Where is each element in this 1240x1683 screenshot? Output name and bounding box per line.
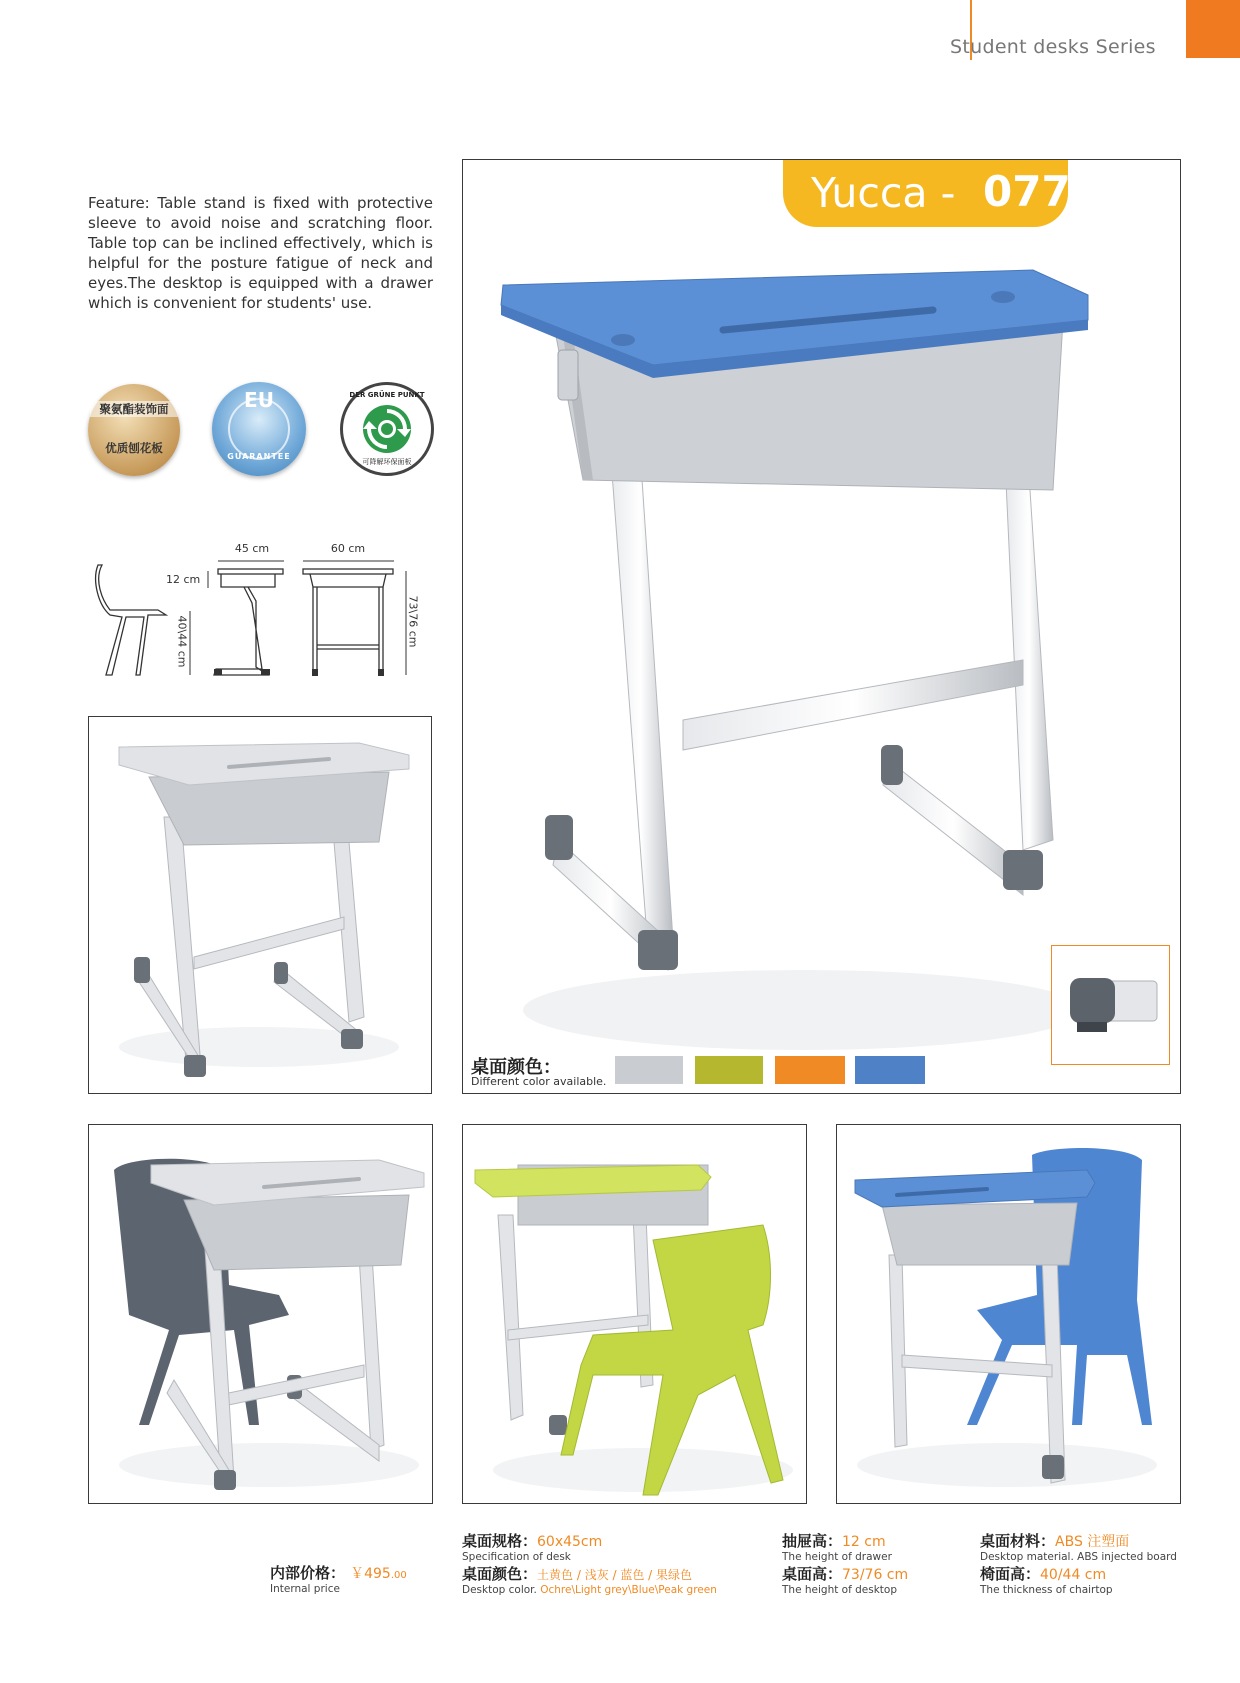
- spec-color-en-value: Ochre\Light grey\Blue\Peak green: [540, 1584, 717, 1596]
- spec-size: [462, 1530, 762, 1563]
- desk-height-dimension: 73\76 cm: [406, 595, 420, 648]
- spec-size-en: Specification of desk: [462, 1551, 571, 1563]
- spec-height-label: 桌面高：: [782, 1565, 843, 1583]
- grey-set-frame: [88, 1124, 433, 1504]
- price-block: [270, 1562, 440, 1595]
- spec-material-en: Desktop material. ABS injected board: [980, 1551, 1177, 1563]
- swatch-blue: [855, 1056, 925, 1084]
- spec-chair-value: 40/44 cm: [1040, 1567, 1107, 1583]
- spec-material-value: ABS 注塑面: [1055, 1534, 1130, 1550]
- chair-height-dimension: 40\44 cm: [175, 615, 189, 668]
- spec-size-value: 60x45cm: [537, 1534, 603, 1550]
- swatch-green: [695, 1056, 763, 1084]
- spec-material: [980, 1530, 1235, 1563]
- product-code: 077: [983, 167, 1071, 216]
- spec-drawer-en: The height of drawer: [782, 1551, 892, 1563]
- foot-detail-inset: [1051, 945, 1170, 1065]
- color-label-en: Different color available.: [471, 1075, 607, 1088]
- spec-material-label: 桌面材料：: [980, 1532, 1056, 1550]
- wood-board-badge: [88, 384, 180, 476]
- green-desk-chair-illustration: [463, 1125, 807, 1504]
- product-title-banner: [783, 159, 1071, 227]
- swatch-orange: [775, 1056, 845, 1084]
- spec-color-label: 桌面颜色：: [462, 1565, 538, 1583]
- badge-text-line1: 聚氨酯装饰面: [90, 401, 178, 417]
- spec-chair-label: 椅面高：: [980, 1565, 1041, 1583]
- eu-label: EU: [244, 388, 274, 412]
- width-dimension: 60 cm: [330, 542, 366, 555]
- dimension-drawing: [88, 535, 428, 685]
- dimension-lines: [88, 535, 428, 685]
- price-value: ￥495: [350, 1566, 391, 1582]
- guarantee-label: GUARANTEE: [227, 452, 291, 461]
- drawer-dimension: 12 cm: [166, 573, 201, 586]
- price-label-cn: 内部价格：: [270, 1564, 346, 1582]
- spec-height: [782, 1563, 962, 1596]
- spec-drawer-value: 12 cm: [842, 1534, 886, 1550]
- green-dot-bottom-text: 可降解环保面板: [362, 458, 412, 466]
- foot-cap-detail: [1052, 946, 1169, 1064]
- green-set-frame: [462, 1124, 807, 1504]
- spec-color: [462, 1563, 762, 1596]
- feature-description: Feature: Table stand is fixed with protective sleeve to avoid noise and scratching floor. Table top can be inclined effectively, which is helpful for the posture fatigue of neck and eyes.The desktop is equipped with a drawer which is convenient for students' use.: [88, 194, 433, 312]
- spec-chair: [980, 1563, 1235, 1596]
- wood-board-icon: [88, 384, 180, 476]
- green-dot-badge: [340, 382, 434, 476]
- corner-accent-block: [1186, 0, 1240, 58]
- price-label-en: Internal price: [270, 1583, 340, 1595]
- blue-set-frame: [836, 1124, 1181, 1504]
- depth-dimension: 45 cm: [234, 542, 270, 555]
- blue-desk-chair-illustration: [837, 1125, 1181, 1504]
- spec-drawer: [782, 1530, 962, 1563]
- green-dot-top-text: DER GRÜNE PUNKT: [349, 391, 425, 399]
- grey-desk-illustration: [89, 717, 432, 1094]
- spec-drawer-label: 抽屉高：: [782, 1532, 843, 1550]
- swatch-grey: [615, 1056, 683, 1084]
- badge-text-line2: 优质刨花板: [105, 441, 163, 455]
- color-label-cn: 桌面颜色：: [471, 1057, 561, 1078]
- price-cents: .00: [390, 1570, 407, 1581]
- grey-desk-frame: [88, 716, 432, 1094]
- green-dot-icon: [361, 403, 413, 455]
- spec-height-en: The height of desktop: [782, 1584, 898, 1596]
- main-product-frame: [462, 159, 1181, 1094]
- spec-size-label: 桌面规格：: [462, 1532, 538, 1550]
- series-title: Student desks Series: [950, 36, 1156, 58]
- product-name: Yucca -: [811, 169, 969, 217]
- eu-guarantee-badge: [212, 382, 306, 476]
- spec-color-value: 土黄色 / 浅灰 / 蓝色 / 果绿色: [537, 1568, 693, 1582]
- spec-height-value: 73/76 cm: [842, 1567, 909, 1583]
- spec-color-en: Desktop color.: [462, 1584, 537, 1596]
- spec-chair-en: The thickness of chairtop: [980, 1584, 1113, 1596]
- grey-desk-chair-illustration: [89, 1125, 433, 1504]
